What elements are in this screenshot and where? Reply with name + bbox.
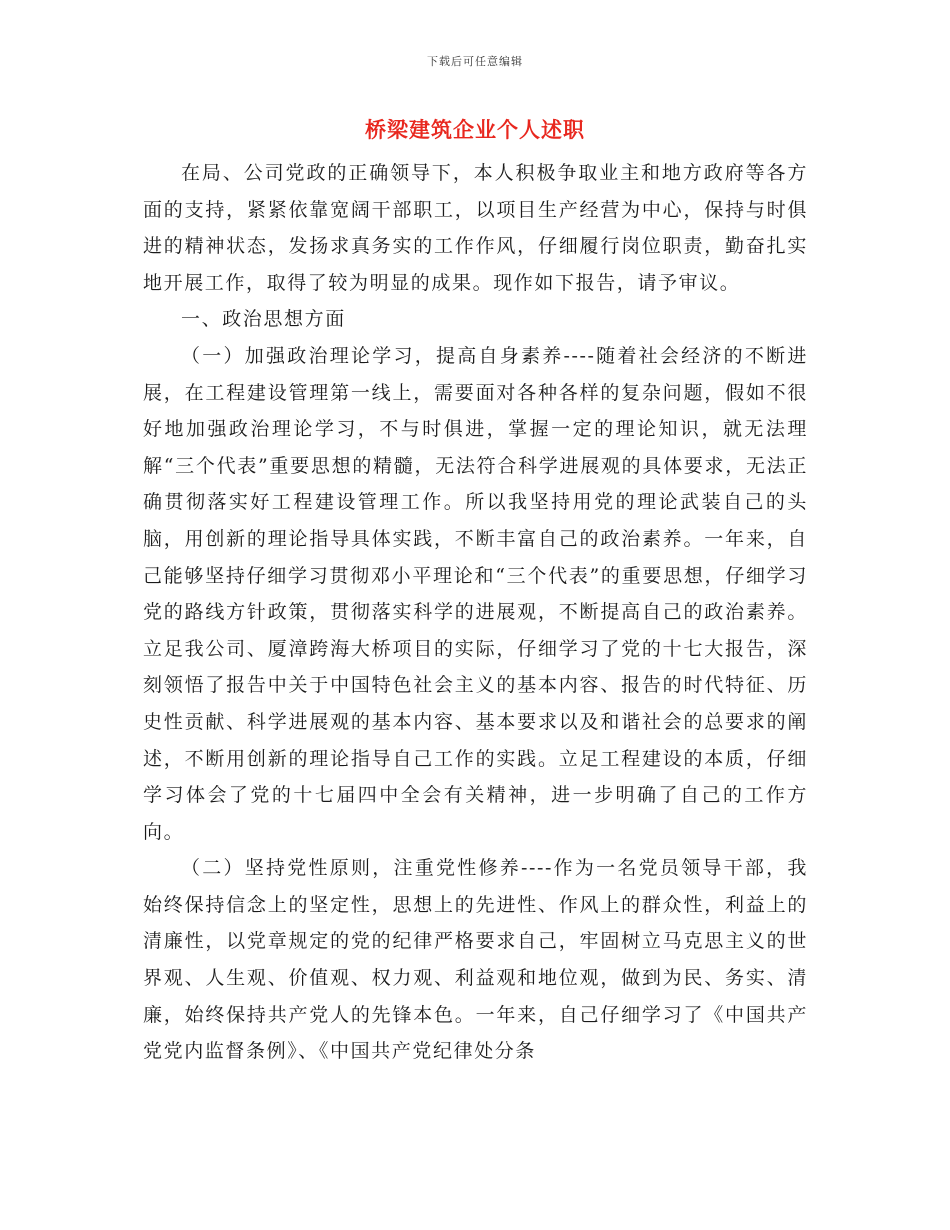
document-title: 桥梁建筑企业个人述职 — [365, 117, 585, 142]
document-body — [143, 155, 808, 1070]
section-heading-political: 一、政治思想方面 — [181, 308, 346, 331]
paragraph-theory-study: （一）加强政治理论学习，提高自身素养----随着社会经济的不断进展，在工程建设管理第一线上，需要面对各种各样的复杂问题，假如不很好地加强政治理论学习，不与时俱进，掌握一定的理论知识，就无法理解“三个代表”重要思想的精髓，无法符合科学进展观的具体要求，无法正确贯彻落实好工程建设管理工作。所以我坚持用党的理论武装自己的头脑，用创新的理论指导具体实践，不断丰富自己的政治素养。一年来，自己能够坚持仔细学习贯彻邓小平理论和“三个代表”的重要思想，仔细学习党的路线方针政策，贯彻落实科学的进展观，不断提高自己的政治素养。立足我公司、厦漳跨海大桥项目的实际，仔细学习了党的十七大报告，深刻领悟了报告中关于中国特色社会主义的基本内容、报告的时代特征、历史性贡献、科学进展观的基本内容、基本要求以及和谐社会的总要求的阐述，不断用创新的理论指导自己工作的实践。立足工程建设的本质，仔细学习体会了党的十七届四中全会有关精神，进一步明确了自己的工作方向。 — [143, 344, 808, 843]
header-note: 下载后可任意编辑 — [427, 55, 523, 68]
paragraph-intro: 在局、公司党政的正确领导下，本人积极争取业主和地方政府等各方面的支持，紧紧依靠宽阔干部职工，以项目生产经营为中心，保持与时俱进的精神状态，发扬求真务实的工作作风，仔细履行岗位职责，勤奋扎实地开展工作，取得了较为明显的成果。现作如下报告，请予审议。 — [143, 162, 808, 294]
paragraph-party-principle: （二）坚持党性原则，注重党性修养----作为一名党员领导干部，我始终保持信念上的坚定性，思想上的先进性、作风上的群众性，利益上的清廉性，以党章规定的党的纪律严格要求自己，牢固树立马克思主义的世界观、人生观、价值观、权力观、利益观和地位观，做到为民、务实、清廉，始终保持共产党人的先锋本色。一年来，自己仔细学习了《中国共产党党内监督条例》、《中国共产党纪律处分条 — [143, 857, 808, 1063]
